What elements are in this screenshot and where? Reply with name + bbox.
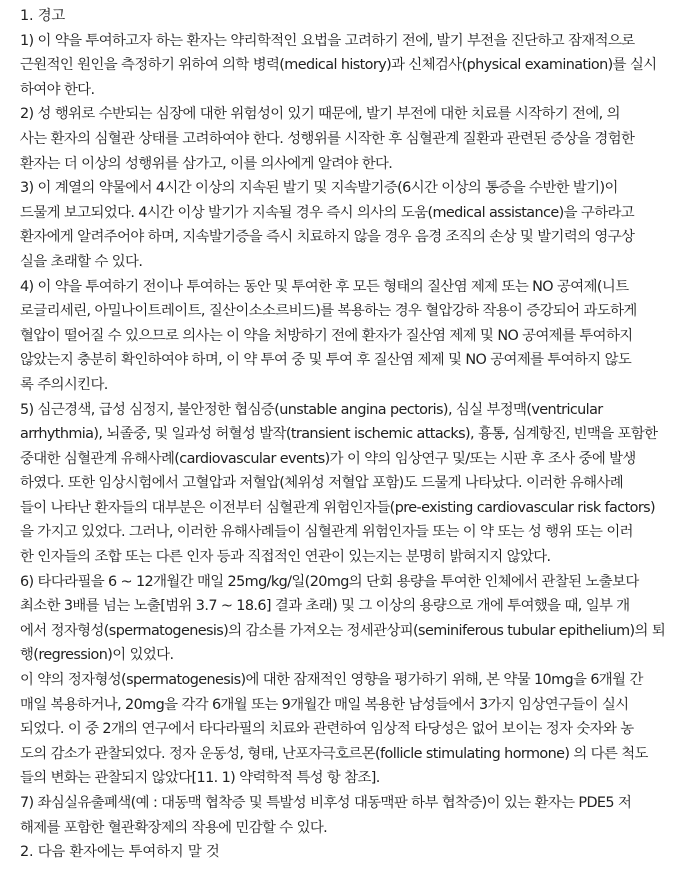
text-line: 되었다. 이 중 2개의 연구에서 타다라필의 치료와 관련하여 임상적 타당성은 없어 보이는 정자 숫자와 농 (20, 721, 634, 738)
text-line: 들이 나타난 환자들의 대부분은 이전부터 심혈관계 위험인자들(pre-existing cardiovascular risk factors) (20, 499, 656, 516)
text-line: 하였다. 또한 임상시험에서 고혈압과 저혈압(체위성 저혈압 포함)도 드물게 나타났다. 이러한 유해사례 (20, 475, 624, 492)
text-line: 도의 감소가 관찰되었다. 정자 운동성, 형태, 난포자극호르몬(follicle stimulating hormone) 의 다른 척도 (20, 745, 648, 762)
text-line: 4) 이 약을 투여하기 전이나 투여하는 동안 및 투여한 후 모든 형태의 질산염 제제 또는 NO 공여제(니트 (20, 278, 629, 295)
text-line: 3) 이 계열의 약물에서 4시간 이상의 지속된 발기 및 지속발기증(6시간 이상의 통증을 수반한 발기)이 (20, 180, 618, 197)
text-line: 을 가지고 있었다. 그러나, 이러한 유해사례들이 심혈관계 위험인자들 또는 이 약 또는 성 행위 또는 이러 (20, 524, 633, 541)
text-line: 사는 환자의 심혈관 상태를 고려하여야 한다. 성행위를 시작한 후 심혈관계 질환과 관련된 증상을 경험한 (20, 130, 635, 147)
text-line: 에서 정자형성(spermatogenesis)의 감소를 가져오는 정세관상피(seminiferous tubular epithelium)의 퇴 (20, 622, 666, 639)
text-line: 행(regression)이 있었다. (20, 647, 174, 664)
text-line: 로글리세린, 아밀나이트레이트, 질산이소소르비드)를 복용하는 경우 혈압강하 작용이 증강되어 과도하게 (20, 303, 637, 320)
text-line: 이 약의 정자형성(spermatogenesis)에 대한 잠재적인 영향을 평가하기 위해, 본 약물 10mg을 6개월 간 (20, 672, 643, 689)
text-line: 드물게 보고되었다. 4시간 이상 발기가 지속될 경우 즉시 의사의 도움(medical assistance)을 구하라고 (20, 204, 635, 221)
text-line: 중대한 심혈관계 유해사례(cardiovascular events)가 이 약의 임상연구 및/또는 시판 후 조사 중에 발생 (20, 450, 636, 467)
text-line: 1) 이 약을 투여하고자 하는 환자는 약리학적인 요법을 고려하기 전에, 발기 부전을 진단하고 잠재적으로 (20, 32, 635, 49)
text-line: 7) 좌심실유출폐색(예 : 대동맥 협착증 및 특발성 비후성 대동맥판 하부 협착증)이 있는 환자는 PDE5 저 (20, 795, 632, 811)
section-heading-warnings: 1. 경고 (20, 8, 66, 24)
text-line: 혈압이 떨어질 수 있으므로 의사는 이 약을 처방하기 전에 환자가 질산염 제제 및 NO 공여제를 투여하지 (20, 327, 633, 344)
text-line: 최소한 3배를 넘는 노출[범위 3.7 ~ 18.6] 결과 초래) 및 그 이상의 용량으로 개에 투여했을 때, 일부 개 (20, 598, 630, 615)
text-line: 2) 성 행위로 수반되는 심장에 대한 위험성이 있기 때문에, 발기 부전에 대한 치료를 시작하기 전에, 의 (20, 106, 620, 123)
text-line: 록 주의시킨다. (20, 376, 108, 393)
text-line: 해제를 포함한 혈관확장제의 작용에 민감할 수 있다. (20, 819, 328, 836)
text-line: 매일 복용하거나, 20mg을 각각 6개월 또는 9개월간 매일 복용한 남성들에서 3가지 임상연구들이 실시 (20, 696, 629, 713)
text-line: 들의 변화는 관찰되지 않았다[11. 1) 약력학적 특성 항 참조]. (20, 770, 380, 787)
text-line: 5) 심근경색, 급성 심정지, 불안정한 협심증(unstable angina pectoris), 심실 부정맥(ventricular (20, 401, 603, 418)
text-line: 6) 타다라필을 6 ~ 12개월간 매일 25mg/kg/일(20mg의 단회 용량을 투여한 인체에서 관찰된 노출보다 (20, 573, 639, 590)
text-line: 않았는지 충분히 확인하여야 하며, 이 약 투여 중 및 투여 후 질산염 제제 및 NO 공여제를 투여하지 않도 (20, 352, 632, 369)
text-line: arrhythmia), 뇌졸중, 및 일과성 허혈성 발작(transient ischemic attacks), 흉통, 심계항진, 빈맥을 포함한 (20, 426, 658, 443)
text-line: 하여야 한다. (20, 81, 95, 98)
text-line: 환자는 더 이상의 성행위를 삼가고, 이를 의사에게 알려야 한다. (20, 155, 393, 172)
text-line: 실을 초래할 수 있다. (20, 253, 143, 270)
text-line: 환자에게 알려주어야 하며, 지속발기증을 즉시 치료하지 않을 경우 음경 조직의 손상 및 발기력의 영구상 (20, 229, 635, 246)
text-line: 근원적인 원인을 측정하기 위하여 의학 병력(medical history)과 신체검사(physical examination)를 실시 (20, 57, 657, 74)
text-line: 한 인자들의 조합 또는 다른 인자 등과 직접적인 연관이 있는지는 분명히 밝혀지지 않았다. (20, 549, 551, 566)
document-body (20, 4, 686, 865)
section-heading-contraindications: 2. 다음 환자에는 투여하지 말 것 (20, 844, 220, 861)
